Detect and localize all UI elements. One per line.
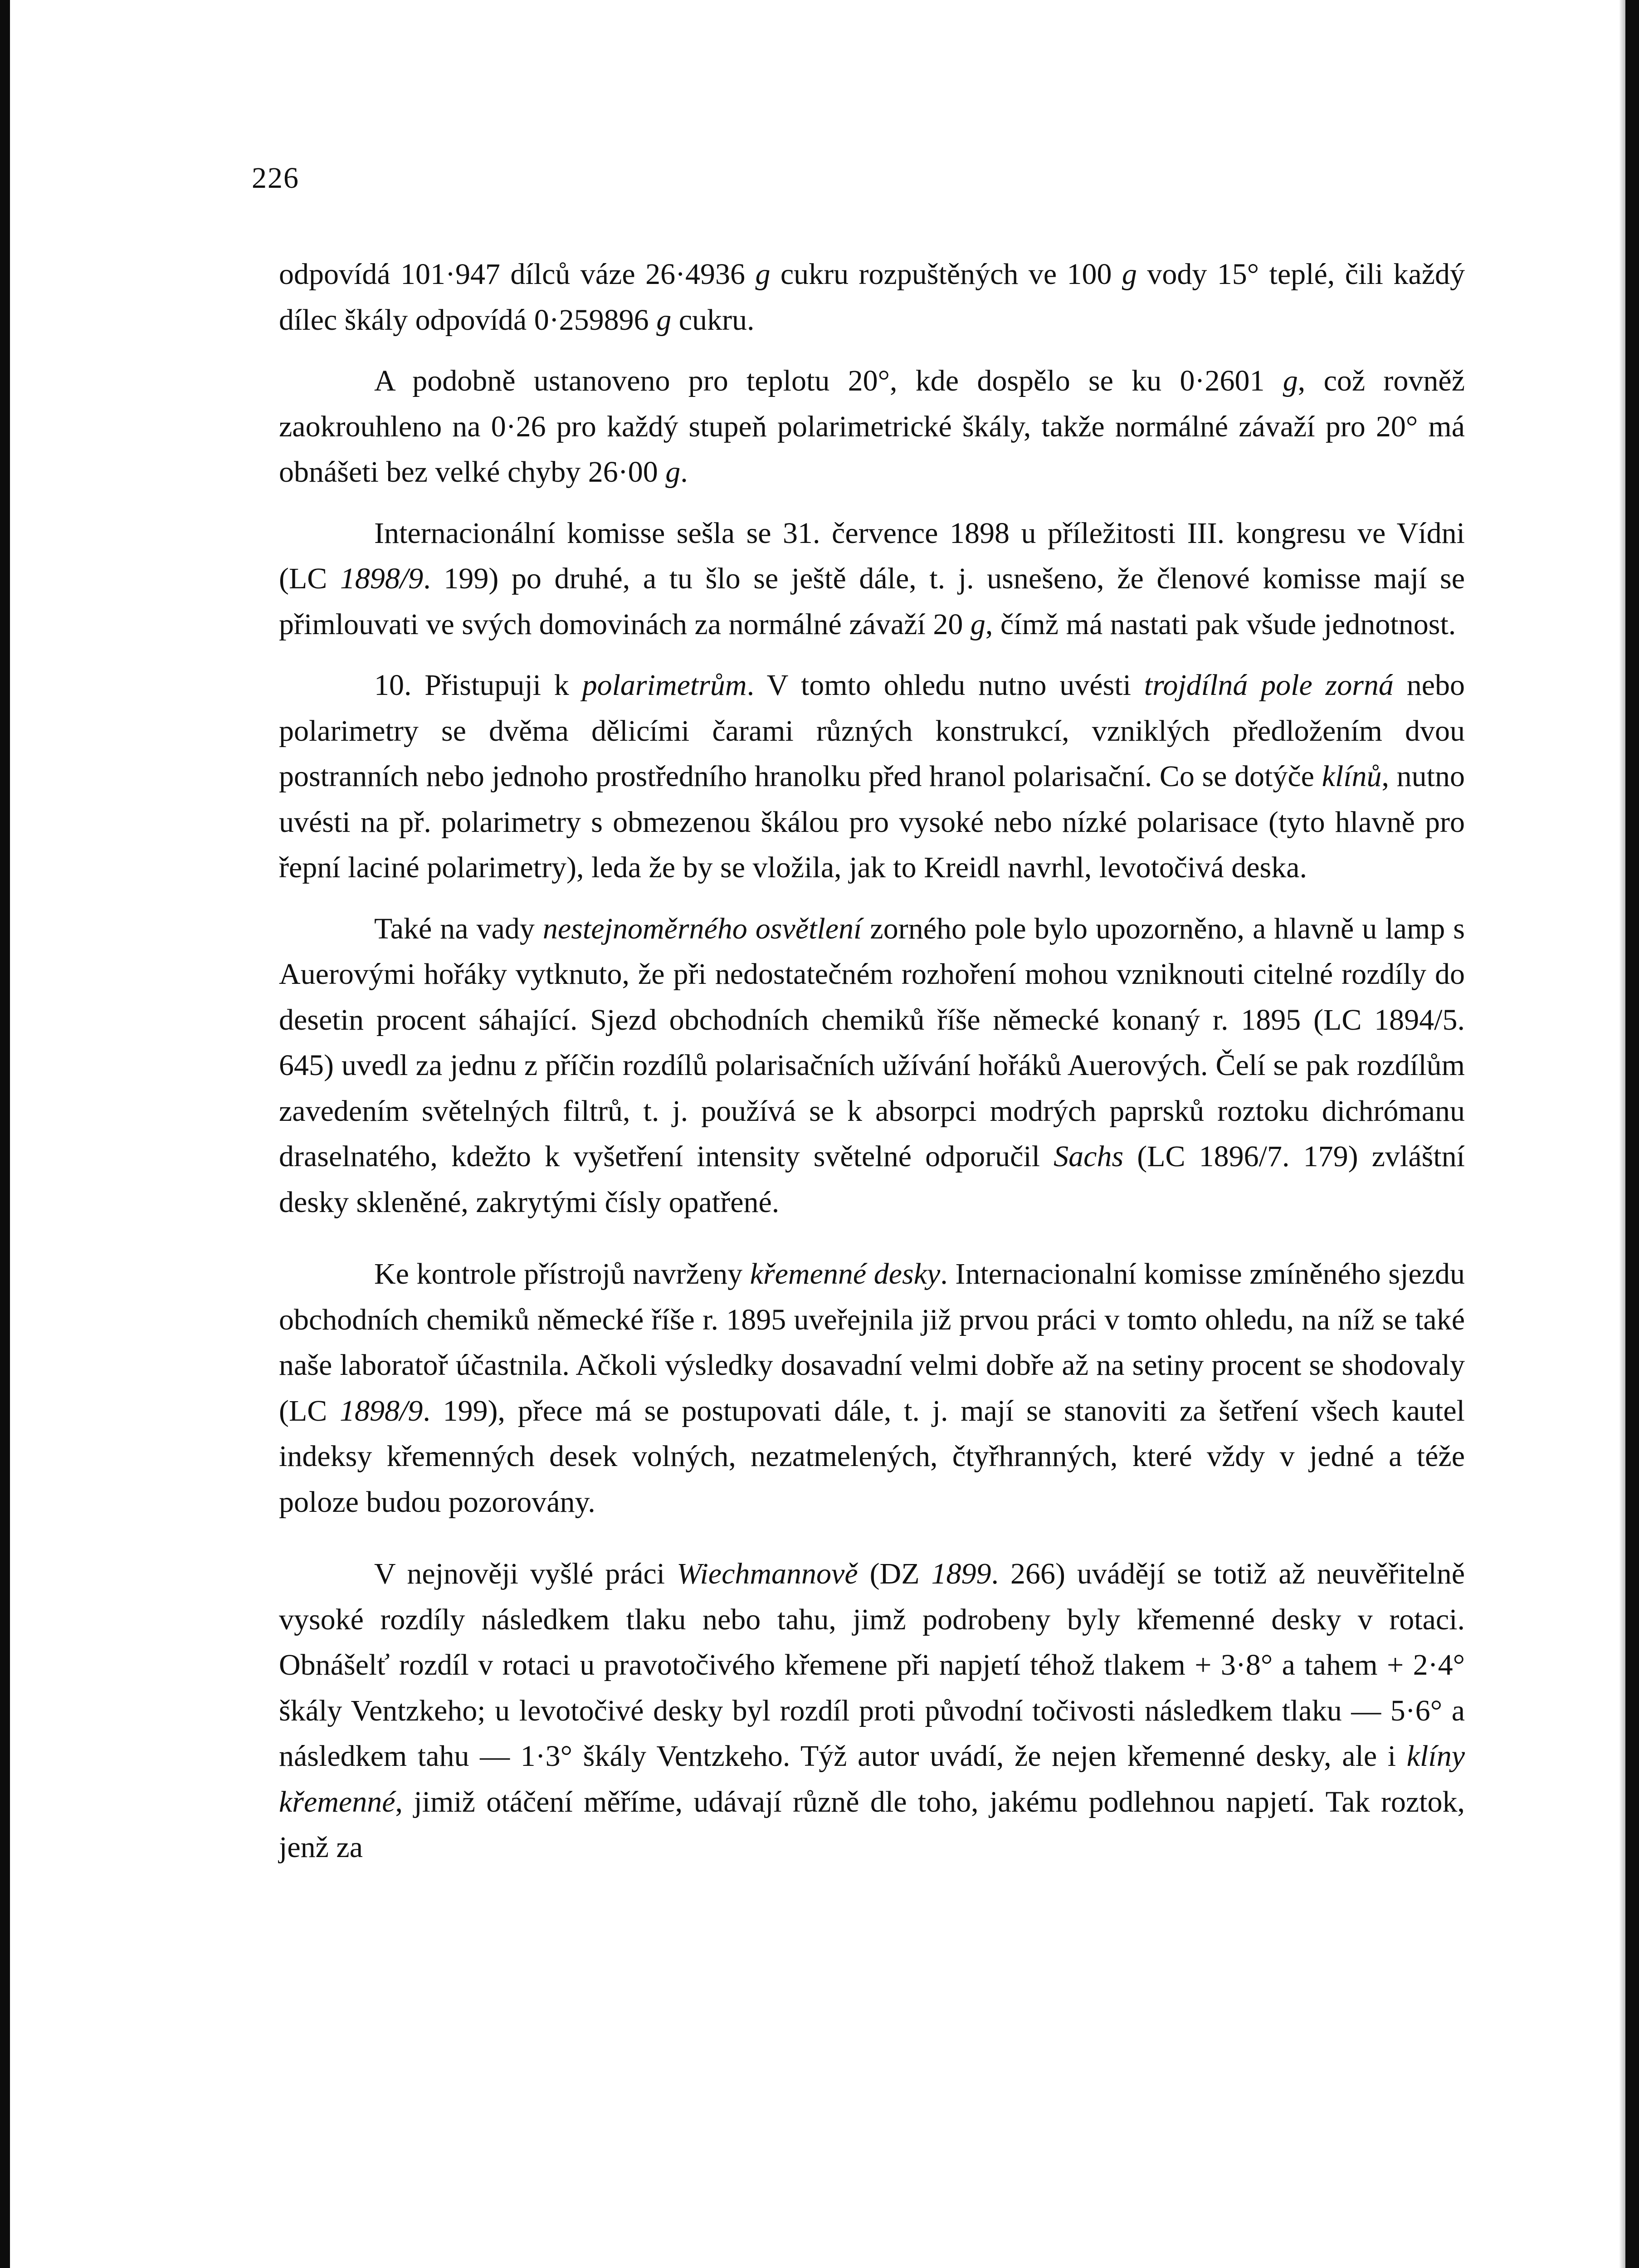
italic-text: 1898/9 xyxy=(340,1394,423,1427)
scan-border-left xyxy=(0,0,10,2268)
text-run: cukru. xyxy=(671,303,755,337)
italic-text: Wiechmannově xyxy=(677,1557,858,1590)
text-run: Také na vady xyxy=(374,912,543,945)
text-run: . 199), přece má se postupovati dále, t. j. mají se stanoviti za šetření všech kautel indeksy křemenných desek volných, nezatmelených, čtyřhranných, které vždy v jedné a téže poloze budou pozorovány. xyxy=(279,1394,1465,1519)
italic-text: g xyxy=(1122,258,1137,291)
text-run: , nutno uvésti na př. polarimetry s obmezenou škálou pro vysoké nebo nízké polarisace (tyto hlavně pro řepní laciné polarimetry), leda že by se vložila, jak to Kreidl navrhl, levotočivá deska. xyxy=(279,760,1465,884)
text-run: nebo polarimetry se dvěma dělicími čarami různých konstrukcí, vzniklých předložením dvou postranních nebo jednoho prostředního hranolku před hranol polarisační. Co se dotýče xyxy=(279,669,1465,793)
italic-text: křemenné desky xyxy=(750,1257,941,1290)
paragraph-2 xyxy=(279,358,1465,495)
text-run: (LC 1896/7. 179) zvláštní desky skleněné, zakrytými čísly opatřené. xyxy=(279,1140,1465,1219)
italic-text: g xyxy=(970,607,985,641)
text-run: , jimiž otáčení měříme, udávají různě dle toho, jakému podlehnou napjetí. Tak roztok, jenž za xyxy=(279,1785,1465,1864)
italic-text: polarimetrům xyxy=(582,669,747,702)
text-run: V nejnověji vyšlé práci xyxy=(374,1557,677,1590)
italic-text: nestejnoměrného osvětlení xyxy=(542,912,862,945)
paragraph-3 xyxy=(279,511,1465,648)
text-run: vody 15° teplé, čili každý dílec škály odpovídá 0·259896 xyxy=(279,258,1465,337)
text-run: A podobně ustanoveno pro teplotu 20°, kde dospělo se ku 0·2601 xyxy=(374,364,1283,397)
scan-shadow-right xyxy=(1619,0,1625,2268)
text-run: . 266) uvádějí se totiž až neuvěřitelně vysoké rozdíly následkem tlaku nebo tahu, jimž podrobeny byly křemenné desky v rotaci. Obnášelť rozdíl v rotaci u pravotočivého křemene při napjetí téhož tlakem + 3·8° a tahem + 2·4° škály Ventzkeho; u levotočivé desky byl rozdíl proti původní točivosti následkem tlaku — 5·6° a následkem tahu — 1·3° škály Ventzkeho. Týž autor uvádí, že nejen křemenné desky, ale i xyxy=(279,1557,1465,1773)
italic-text: g xyxy=(1283,364,1298,397)
text-run: . V tomto ohledu nutno uvésti xyxy=(746,669,1144,702)
text-run: (DZ xyxy=(858,1557,932,1590)
text-run: Internacionální komisse sešla se 31. července 1898 u příležitosti III. kongresu ve Vídni (LC xyxy=(279,516,1465,595)
paragraph-1 xyxy=(279,252,1465,343)
text-run: zorného pole bylo upozorněno, a hlavně u lamp s Auerovými hořáky vytknuto, že při nedostatečném rozhoření mohou vzniknouti citelné rozdíly do desetin procent sáhající. Sjezd obchodních chemiků říše německé konaný r. 1895 (LC 1894/5. 645) uvedl za jednu z příčin rozdílů polarisačních užívání hořáků Auerových. Čelí se pak rozdílům zavedením světelných filtrů, t. j. používá se k absorpci modrých paprsků roztoku dichrómanu draselnatého, kdežto k vyšetření intensity světelné odporučil xyxy=(279,912,1465,1173)
italic-text: 1898/9 xyxy=(340,562,424,595)
paragraph-7 xyxy=(279,1551,1465,1871)
italic-text: g xyxy=(665,455,681,489)
italic-text: klíny křemenné xyxy=(279,1740,1465,1818)
italic-text: klínů xyxy=(1322,760,1382,793)
text-run: , čímž má nastati pak všude jednotnost. xyxy=(985,607,1456,641)
body-text xyxy=(279,252,1465,1871)
text-run: cukru rozpuštěných ve 100 xyxy=(770,258,1122,291)
text-run: Ke kontrole přístrojů navrženy xyxy=(374,1257,750,1290)
italic-text: 1899 xyxy=(931,1557,991,1590)
text-run: , což rovněž zaokrouhleno na 0·26 pro každý stupeň polarimetrické škály, takže normálné závaží pro 20° má obnášeti bez velké chyby 26·00 xyxy=(279,364,1465,489)
italic-text: g xyxy=(755,258,771,291)
paragraph-5 xyxy=(279,906,1465,1226)
text-run: . xyxy=(680,455,688,489)
italic-text: Sachs xyxy=(1054,1140,1124,1173)
scan-border-right xyxy=(1625,0,1639,2268)
text-run: . 199) po druhé, a tu šlo se ještě dále, t. j. usnešeno, že členové komisse mají se přimlouvati ve svých domovinách za normálné závaží 20 xyxy=(279,562,1465,641)
text-run: 10. Přistupuji k xyxy=(374,669,582,702)
italic-text: g xyxy=(656,303,672,337)
paragraph-6 xyxy=(279,1251,1465,1525)
paragraph-4 xyxy=(279,663,1465,891)
italic-text: trojdílná pole zorná xyxy=(1144,669,1394,702)
page-number: 226 xyxy=(252,161,299,195)
text-run: odpovídá 101·947 dílců váze 26·4936 xyxy=(279,258,756,291)
text-run: . Internacionalní komisse zmíněného sjezdu obchodních chemiků německé říše r. 1895 uveřejnila již prvou práci v tomto ohledu, na níž se také naše laboratoř účastnila. Ačkoli výsledky dosavadní velmi dobře až na setiny procent se shodovaly (LC xyxy=(279,1257,1465,1427)
